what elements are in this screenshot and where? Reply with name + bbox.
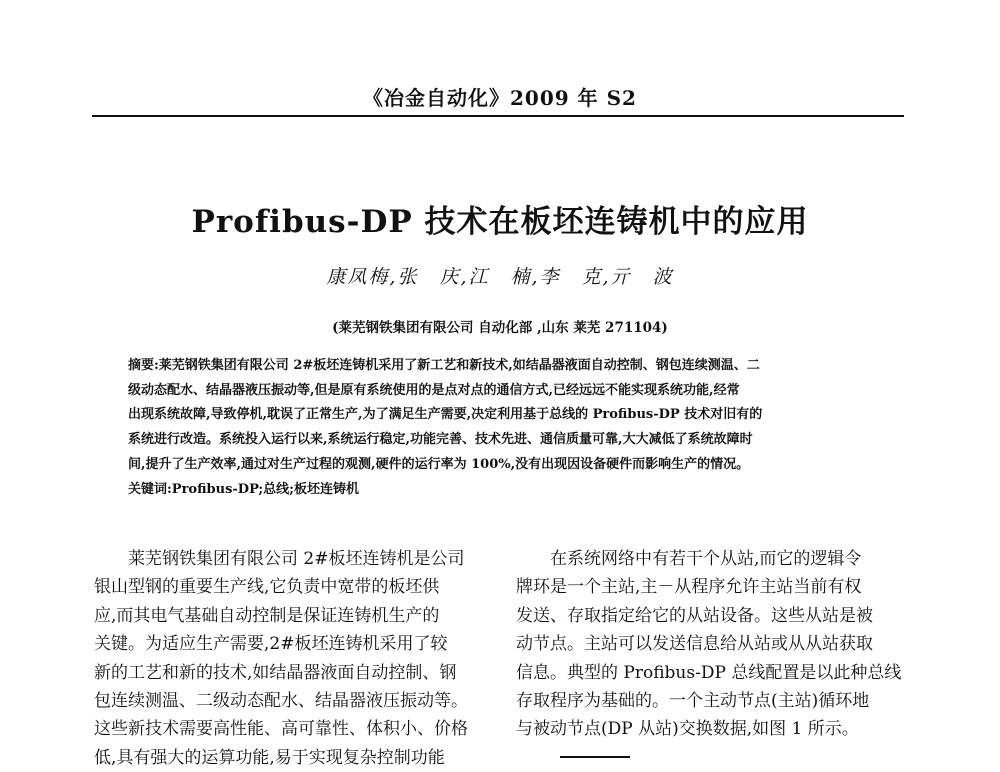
body-line: 在系统网络中有若干个从站,而它的逻辑令 (550, 549, 862, 569)
body-line: 低,具有强大的运算功能,易于实现复杂控制功能 (94, 747, 445, 768)
body-line: 与被动节点(DP 从站)交换数据,如图 1 所示。 (516, 719, 859, 740)
body-line: 应,而其电气基础自动控制是保证连铸机生产的 (94, 605, 440, 626)
body-line: 动节点。主站可以发送信息给从站或从从站获取 (516, 634, 873, 655)
body-line: 存取程序为基础的。一个主动节点(主站)循环地 (516, 691, 870, 712)
abstract-line: 级动态配水、结晶器液压振动等,但是原有系统使用的是点对点的通信方式,已经远远不能实现系统功能,经常 (128, 382, 740, 398)
body-left-column (94, 545, 494, 772)
abstract-line: 系统进行改造。系统投入运行以来,系统运行稳定,功能完善、技术先进、通信质量可靠,大大减低了系统故障时 (128, 432, 753, 448)
body-line: 信息。典型的 Profibus-DP 总线配置是以此种总线 (516, 662, 902, 683)
journal-header: 《冶金自动化》2009 年 S2 (363, 86, 637, 110)
abstract-line: 出现系统故障,导致停机,耽误了正常生产,为了满足生产需要,决定利用基于总线的 Profibus-DP 技术对旧有的 (128, 407, 763, 423)
figure-rule (560, 756, 630, 758)
abstract-line: 摘要:莱芜钢铁集团有限公司 2#板坯连铸机采用了新工艺和新技术,如结晶器液面自动控制、钢包连续测温、二 (128, 358, 760, 373)
authors: 康凤梅,张 庆,江 楠,李 克,亓 波 (326, 266, 674, 288)
body-line: 新的工艺和新的技术,如结晶器液面自动控制、钢 (94, 662, 457, 683)
body-line: 关键。为适应生产需要,2#板坯连铸机采用了较 (94, 634, 448, 655)
paper-title: Profibus-DP 技术在板坯连铸机中的应用 (191, 204, 809, 240)
header-rule (92, 115, 904, 117)
body-line: 银山型钢的重要生产线,它负责中宽带的板坯供 (94, 577, 440, 598)
body-line: 莱芜钢铁集团有限公司 2#板坯连铸机是公司 (128, 549, 465, 569)
body-line: 包连续测温、二级动态配水、结晶器液压振动等。 (94, 691, 468, 712)
abstract (128, 354, 873, 502)
body-line: 牌环是一个主站,主－从程序允许主站当前有权 (516, 577, 862, 598)
body-right-column (516, 545, 916, 744)
affiliation: (莱芜钢铁集团有限公司 自动化部 ,山东 莱芜 271104) (332, 320, 668, 336)
abstract-line: 间,提升了生产效率,通过对生产过程的观测,硬件的运行率为 100%,没有出现因设备硬件而影响生产的情况。 (128, 456, 750, 472)
keywords: 关键词:Profibus-DP;总线;板坯连铸机 (128, 481, 359, 497)
body-line: 发送、存取指定给它的从站设备。这些从站是被 (516, 605, 873, 626)
body-line: 这些新技术需要高性能、高可靠性、体积小、价格 (94, 719, 468, 740)
